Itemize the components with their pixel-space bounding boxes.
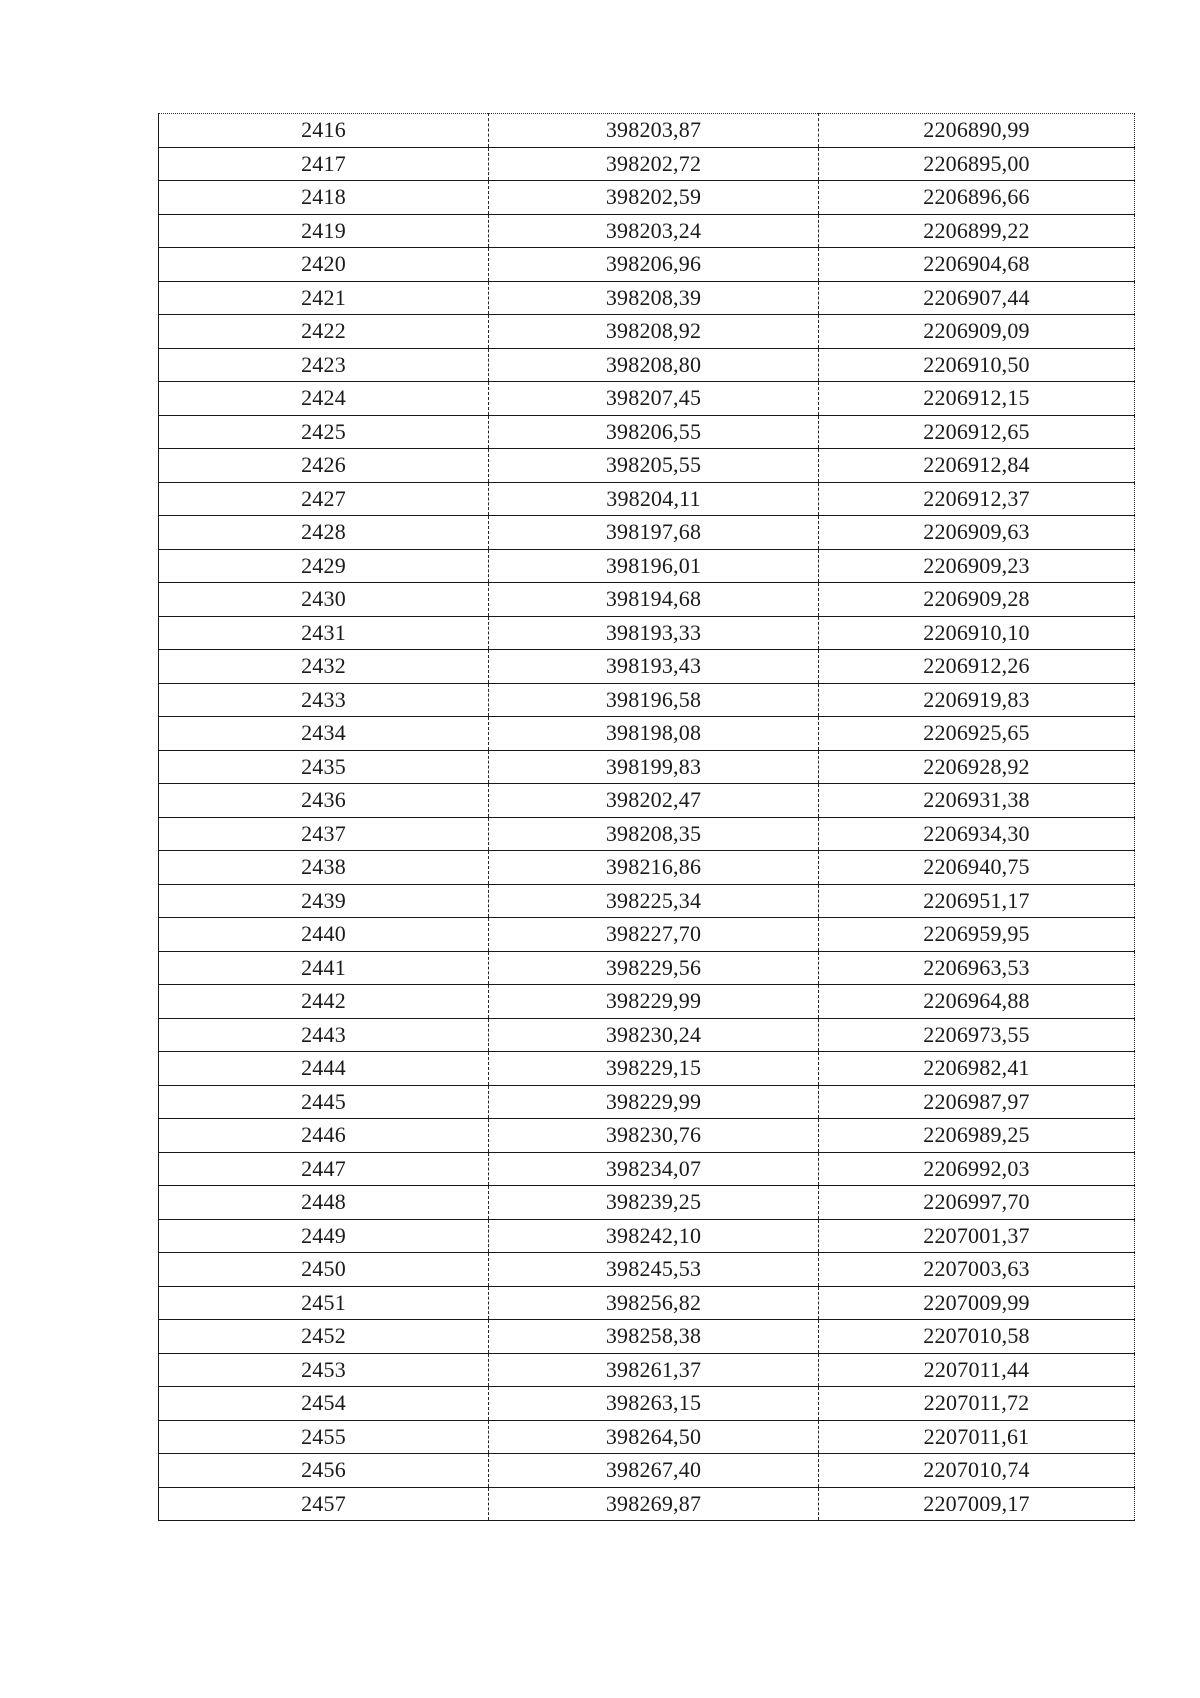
document-page [158,113,1134,1521]
y-coordinate-cell: 2206909,09 [819,315,1135,349]
x-coordinate-cell: 398227,70 [489,918,819,952]
y-coordinate-cell: 2206964,88 [819,985,1135,1019]
table-row [159,181,1135,215]
y-coordinate-cell: 2206909,28 [819,583,1135,617]
table-row [159,482,1135,516]
x-coordinate-cell: 398245,53 [489,1253,819,1287]
point-number-cell: 2441 [159,951,489,985]
coordinates-table-body [159,114,1135,1521]
y-coordinate-cell: 2206890,99 [819,114,1135,148]
y-coordinate-cell: 2206909,23 [819,549,1135,583]
table-row [159,717,1135,751]
x-coordinate-cell: 398267,40 [489,1454,819,1488]
x-coordinate-cell: 398242,10 [489,1219,819,1253]
x-coordinate-cell: 398256,82 [489,1286,819,1320]
point-number-cell: 2424 [159,382,489,416]
x-coordinate-cell: 398202,59 [489,181,819,215]
table-row [159,1487,1135,1521]
y-coordinate-cell: 2206910,10 [819,616,1135,650]
x-coordinate-cell: 398193,43 [489,650,819,684]
point-number-cell: 2454 [159,1387,489,1421]
x-coordinate-cell: 398205,55 [489,449,819,483]
x-coordinate-cell: 398229,56 [489,951,819,985]
point-number-cell: 2442 [159,985,489,1019]
table-row [159,415,1135,449]
x-coordinate-cell: 398258,38 [489,1320,819,1354]
point-number-cell: 2456 [159,1454,489,1488]
point-number-cell: 2423 [159,348,489,382]
point-number-cell: 2452 [159,1320,489,1354]
y-coordinate-cell: 2207011,72 [819,1387,1135,1421]
y-coordinate-cell: 2206928,92 [819,750,1135,784]
table-row [159,1018,1135,1052]
point-number-cell: 2432 [159,650,489,684]
y-coordinate-cell: 2207003,63 [819,1253,1135,1287]
point-number-cell: 2444 [159,1052,489,1086]
point-number-cell: 2417 [159,147,489,181]
y-coordinate-cell: 2206912,84 [819,449,1135,483]
y-coordinate-cell: 2206912,37 [819,482,1135,516]
x-coordinate-cell: 398202,72 [489,147,819,181]
point-number-cell: 2426 [159,449,489,483]
table-row [159,650,1135,684]
y-coordinate-cell: 2206997,70 [819,1186,1135,1220]
point-number-cell: 2440 [159,918,489,952]
table-row [159,884,1135,918]
table-row [159,583,1135,617]
table-row [159,248,1135,282]
y-coordinate-cell: 2206919,83 [819,683,1135,717]
table-row [159,851,1135,885]
point-number-cell: 2419 [159,214,489,248]
x-coordinate-cell: 398193,33 [489,616,819,650]
y-coordinate-cell: 2206896,66 [819,181,1135,215]
x-coordinate-cell: 398216,86 [489,851,819,885]
table-row [159,951,1135,985]
x-coordinate-cell: 398269,87 [489,1487,819,1521]
table-row [159,1353,1135,1387]
x-coordinate-cell: 398206,96 [489,248,819,282]
point-number-cell: 2421 [159,281,489,315]
table-row [159,315,1135,349]
x-coordinate-cell: 398230,24 [489,1018,819,1052]
point-number-cell: 2437 [159,817,489,851]
table-row [159,281,1135,315]
x-coordinate-cell: 398203,87 [489,114,819,148]
table-row [159,616,1135,650]
x-coordinate-cell: 398263,15 [489,1387,819,1421]
point-number-cell: 2418 [159,181,489,215]
point-number-cell: 2450 [159,1253,489,1287]
y-coordinate-cell: 2206992,03 [819,1152,1135,1186]
table-row [159,147,1135,181]
point-number-cell: 2416 [159,114,489,148]
point-number-cell: 2445 [159,1085,489,1119]
x-coordinate-cell: 398196,58 [489,683,819,717]
point-number-cell: 2435 [159,750,489,784]
point-number-cell: 2447 [159,1152,489,1186]
table-row [159,784,1135,818]
x-coordinate-cell: 398199,83 [489,750,819,784]
x-coordinate-cell: 398230,76 [489,1119,819,1153]
table-row [159,683,1135,717]
x-coordinate-cell: 398208,92 [489,315,819,349]
y-coordinate-cell: 2206909,63 [819,516,1135,550]
x-coordinate-cell: 398204,11 [489,482,819,516]
y-coordinate-cell: 2206912,26 [819,650,1135,684]
x-coordinate-cell: 398229,99 [489,1085,819,1119]
y-coordinate-cell: 2206982,41 [819,1052,1135,1086]
point-number-cell: 2438 [159,851,489,885]
point-number-cell: 2446 [159,1119,489,1153]
x-coordinate-cell: 398198,08 [489,717,819,751]
x-coordinate-cell: 398229,15 [489,1052,819,1086]
x-coordinate-cell: 398196,01 [489,549,819,583]
table-row [159,1186,1135,1220]
y-coordinate-cell: 2207011,44 [819,1353,1135,1387]
y-coordinate-cell: 2207009,17 [819,1487,1135,1521]
y-coordinate-cell: 2206899,22 [819,214,1135,248]
y-coordinate-cell: 2206912,15 [819,382,1135,416]
point-number-cell: 2436 [159,784,489,818]
x-coordinate-cell: 398264,50 [489,1420,819,1454]
x-coordinate-cell: 398197,68 [489,516,819,550]
y-coordinate-cell: 2207009,99 [819,1286,1135,1320]
table-row [159,1286,1135,1320]
point-number-cell: 2428 [159,516,489,550]
table-row [159,1320,1135,1354]
x-coordinate-cell: 398234,07 [489,1152,819,1186]
table-row [159,1387,1135,1421]
table-row [159,985,1135,1019]
y-coordinate-cell: 2206940,75 [819,851,1135,885]
table-row [159,1420,1135,1454]
coordinates-table [158,113,1135,1521]
point-number-cell: 2448 [159,1186,489,1220]
y-coordinate-cell: 2206987,97 [819,1085,1135,1119]
y-coordinate-cell: 2206963,53 [819,951,1135,985]
x-coordinate-cell: 398202,47 [489,784,819,818]
x-coordinate-cell: 398208,80 [489,348,819,382]
table-row [159,918,1135,952]
point-number-cell: 2453 [159,1353,489,1387]
table-row [159,817,1135,851]
y-coordinate-cell: 2207010,74 [819,1454,1135,1488]
point-number-cell: 2433 [159,683,489,717]
x-coordinate-cell: 398261,37 [489,1353,819,1387]
point-number-cell: 2431 [159,616,489,650]
y-coordinate-cell: 2206904,68 [819,248,1135,282]
table-row [159,549,1135,583]
point-number-cell: 2443 [159,1018,489,1052]
y-coordinate-cell: 2206989,25 [819,1119,1135,1153]
table-row [159,114,1135,148]
point-number-cell: 2429 [159,549,489,583]
table-row [159,750,1135,784]
point-number-cell: 2425 [159,415,489,449]
y-coordinate-cell: 2206934,30 [819,817,1135,851]
x-coordinate-cell: 398239,25 [489,1186,819,1220]
point-number-cell: 2449 [159,1219,489,1253]
table-row [159,1152,1135,1186]
point-number-cell: 2427 [159,482,489,516]
table-row [159,382,1135,416]
y-coordinate-cell: 2206907,44 [819,281,1135,315]
y-coordinate-cell: 2206951,17 [819,884,1135,918]
table-row [159,1085,1135,1119]
y-coordinate-cell: 2206959,95 [819,918,1135,952]
x-coordinate-cell: 398206,55 [489,415,819,449]
table-row [159,1454,1135,1488]
x-coordinate-cell: 398194,68 [489,583,819,617]
table-row [159,449,1135,483]
point-number-cell: 2420 [159,248,489,282]
y-coordinate-cell: 2206895,00 [819,147,1135,181]
table-row [159,1253,1135,1287]
table-row [159,1219,1135,1253]
y-coordinate-cell: 2206912,65 [819,415,1135,449]
table-row [159,1119,1135,1153]
point-number-cell: 2439 [159,884,489,918]
x-coordinate-cell: 398208,39 [489,281,819,315]
y-coordinate-cell: 2206973,55 [819,1018,1135,1052]
y-coordinate-cell: 2207001,37 [819,1219,1135,1253]
x-coordinate-cell: 398203,24 [489,214,819,248]
table-row [159,1052,1135,1086]
y-coordinate-cell: 2207011,61 [819,1420,1135,1454]
y-coordinate-cell: 2206910,50 [819,348,1135,382]
point-number-cell: 2457 [159,1487,489,1521]
point-number-cell: 2455 [159,1420,489,1454]
y-coordinate-cell: 2206931,38 [819,784,1135,818]
table-row [159,516,1135,550]
x-coordinate-cell: 398207,45 [489,382,819,416]
point-number-cell: 2451 [159,1286,489,1320]
table-row [159,348,1135,382]
point-number-cell: 2422 [159,315,489,349]
table-row [159,214,1135,248]
point-number-cell: 2434 [159,717,489,751]
x-coordinate-cell: 398208,35 [489,817,819,851]
x-coordinate-cell: 398225,34 [489,884,819,918]
point-number-cell: 2430 [159,583,489,617]
y-coordinate-cell: 2206925,65 [819,717,1135,751]
y-coordinate-cell: 2207010,58 [819,1320,1135,1354]
x-coordinate-cell: 398229,99 [489,985,819,1019]
